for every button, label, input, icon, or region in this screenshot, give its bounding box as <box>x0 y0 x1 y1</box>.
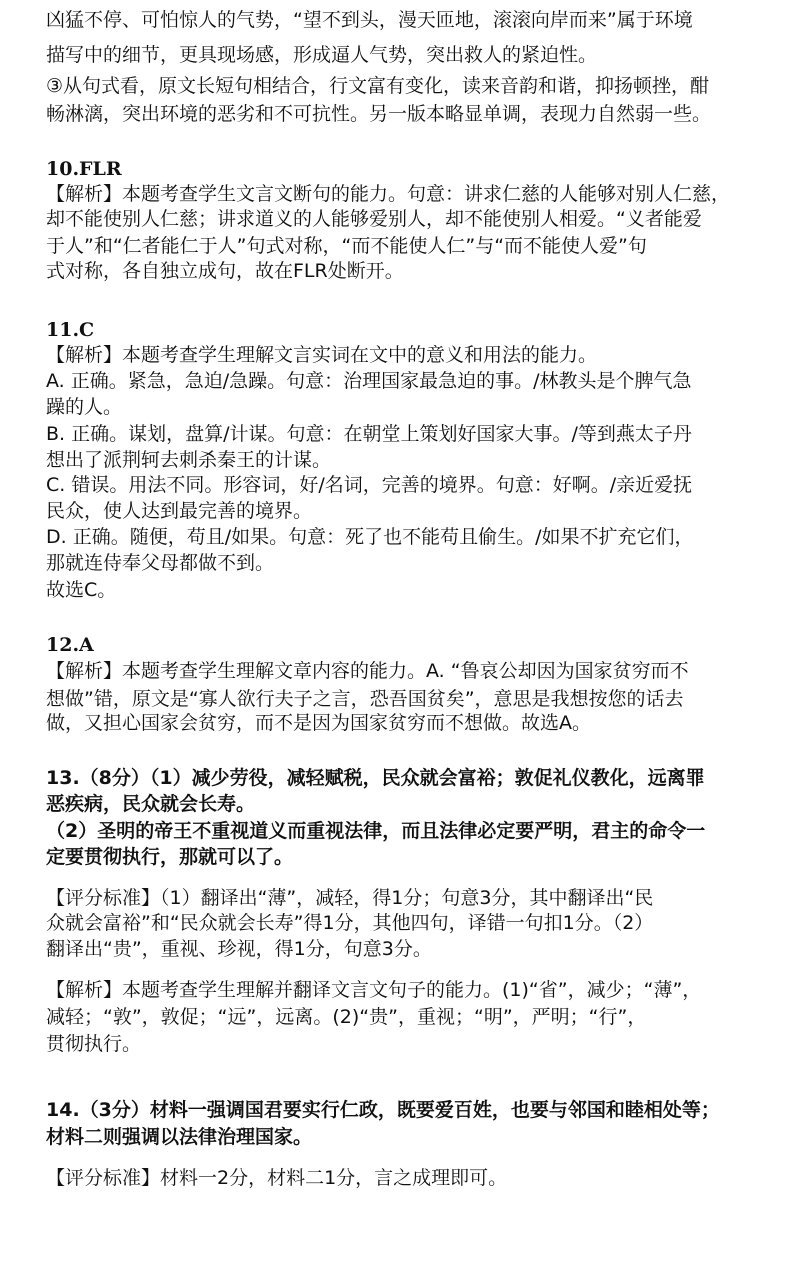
q13-answer-line: 13.（8分）（1）减少劳役，减轻赋税，民众就会富裕；敦促礼仪教化，远离罪 <box>46 767 705 789</box>
q11-analysis-line: D. 正确。随便，苟且/如果。句意：死了也不能苟且偷生。/如果不扩充它们， <box>46 526 694 548</box>
q12-heading: 12.A <box>46 634 94 656</box>
q11-analysis-line: C. 错误。用法不同。形容词，好/名词，完善的境界。句意：好啊。/亲近爱抚 <box>46 474 693 496</box>
q10-analysis-line: 却不能使别人仁慈；讲求道义的人能够爱别人，却不能使别人相爱。“义者能爱 <box>46 208 702 230</box>
q13-answer-line: 定要贯彻执行，那就可以了。 <box>46 846 294 868</box>
q11-analysis-line: B. 正确。谋划，盘算/计谋。句意：在朝堂上策划好国家大事。/等到燕太子丹 <box>46 423 692 445</box>
q11-analysis-line: 【解析】本题考查学生理解文言实词在文中的意义和用法的能力。 <box>46 344 598 366</box>
q13-analysis-line: 贯彻执行。 <box>46 1033 142 1055</box>
q13-analysis-line: 【解析】本题考查学生理解并翻译文言文句子的能力。(1)“省”，减少；“薄”， <box>46 979 702 1001</box>
q13-answer-line: （2）圣明的帝王不重视道义而重视法律，而且法律必定要严明，君主的命令一 <box>46 820 706 842</box>
q13-analysis-line: 减轻；“敦”，敦促；“远”，远离。(2)“贵”，重视；“明”，严明；“行”， <box>46 1006 647 1028</box>
q12-analysis-line: 做，又担心国家会贫穷，而不是因为国家贫穷而不想做。故选A。 <box>46 712 591 734</box>
q10-analysis-line: 式对称，各自独立成句，故在FLR处断开。 <box>46 260 404 282</box>
q13-scoring-line: 【评分标准】（1）翻译出“薄”，减轻，得1分；句意3分，其中翻译出“民 <box>46 887 654 909</box>
q11-analysis-line: A. 正确。紧急，急迫/急躁。句意：治理国家最急迫的事。/林教头是个脾气急 <box>46 370 692 392</box>
q14-scoring-line: 【评分标准】材料一2分，材料二1分，言之成理即可。 <box>46 1167 508 1189</box>
q13-scoring-line: 众就会富裕”和“民众就会长寿”得1分，其他四句，译错一句扣1分。（2） <box>46 912 654 934</box>
q11-analysis-line: 躁的人。 <box>46 396 123 418</box>
intro-line-4: 畅淋漓，突出环境的恶劣和不可抗性。另一版本略显单调，表现力自然弱一些。 <box>46 103 712 125</box>
q11-analysis-line: 那就连侍奉父母都做不到。 <box>46 552 275 574</box>
q11-analysis-line: 民众，使人达到最完善的境界。 <box>46 500 313 522</box>
q11-heading: 11.C <box>46 319 95 341</box>
q12-analysis-line: 想做”错，原文是“寡人欲行夫子之言，恐吾国贫矣”，意思是我想按您的话去 <box>46 688 684 710</box>
q10-analysis-line: 于人”和“仁者能仁于人”句式对称，“而不能使人仁”与“而不能使人爱”句 <box>46 235 647 257</box>
q10-heading: 10.FLR <box>46 158 122 180</box>
q11-analysis-line: 想出了派荆轲去刺杀秦王的计谋。 <box>46 449 332 471</box>
q14-answer-line: 14.（3分）材料一强调国君要实行仁政，既要爱百姓，也要与邻国和睦相处等； <box>46 1099 720 1121</box>
q12-analysis-line: 【解析】本题考查学生理解文章内容的能力。A. “鲁哀公却因为国家贫穷而不 <box>46 660 689 682</box>
intro-line-2: 描写中的细节，更具现场感，形成逼人气势，突出救人的紧迫性。 <box>46 44 598 66</box>
intro-line-1: 凶猛不停、可怕惊人的气势，“望不到头，漫天匝地，滚滚向岸而来”属于环境 <box>46 9 693 31</box>
q13-scoring-line: 翻译出“贵”，重视、珍视，得1分，句意3分。 <box>46 938 432 960</box>
q11-analysis-line: 故选C。 <box>46 579 117 601</box>
q13-answer-line: 恶疾病，民众就会长寿。 <box>46 793 256 815</box>
q14-answer-line: 材料二则强调以法律治理国家。 <box>46 1126 313 1148</box>
intro-line-3: ③从句式看，原文长短句相结合，行文富有变化，读来音韵和谐，抑扬顿挫，酣 <box>46 75 710 97</box>
q10-analysis-line: 【解析】本题考查学生文言文断句的能力。句意：讲求仁慈的人能够对别人仁慈， <box>46 183 731 205</box>
